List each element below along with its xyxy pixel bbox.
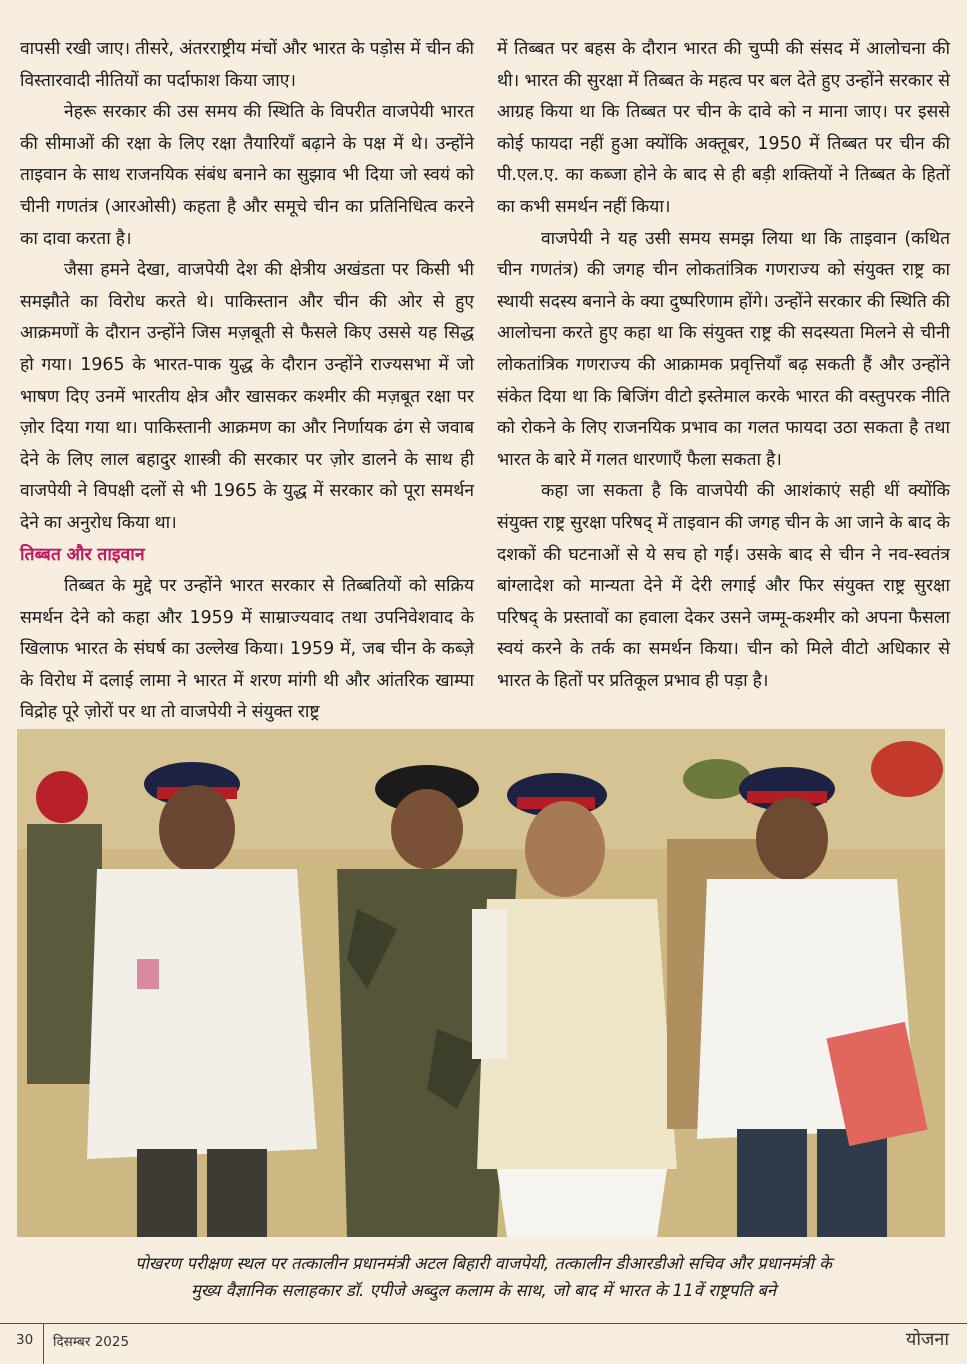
caption-line: मुख्य वैज्ञानिक सलाहकार डॉ. एपीजे अब्दुल कलाम के साथ, जो बाद में भारत के 11वें राष्ट्रपति बने <box>190 1281 777 1300</box>
left-column <box>20 34 474 729</box>
right-column <box>497 34 950 697</box>
issue-date: दिसम्बर 2025 <box>53 1334 130 1350</box>
caption-line: पोखरण परीक्षण स्थल पर तत्कालीन प्रधानमंत्री अटल बिहारी वाजपेयी, तत्कालीन डीआरडीओ सचिव और प्रधानमंत्री के <box>135 1254 832 1273</box>
body-paragraph: वापसी रखी जाए। तीसरे, अंतरराष्ट्रीय मंचों और भारत के पड़ोस में चीन की विस्तारवादी नीतियों का पर्दाफाश किया जाए। <box>20 39 474 91</box>
photo-caption <box>40 1250 927 1304</box>
body-paragraph: जैसा हमने देखा, वाजपेयी देश की क्षेत्रीय अखंडता पर किसी भी समझौते का विरोध करते थे। पाकिस्तान और चीन की ओर से हुए आक्रमणों के दौरान उन्होंने जिस मज़बूती से फैसले किए उससे यह सिद्ध हो गया। 1965 के भारत-पाक युद्ध के दौरान उन्होंने राज्यसभा में जो भाषण दिए उनमें भारतीय क्षेत्र और खासकर कश्मीर की मज़बूत रक्षा पर ज़ोर दिया गया था। पाकिस्तानी आक्रमण का और निर्णायक ढंग से जवाब देने के लिए लाल बहादुर शास्त्री की सरकार पर ज़ोर डालने के साथ ही वाजपेयी ने विपक्षी दलों से भी 1965 के युद्ध में सरकार को पूरा समर्थन देने का अनुरोध किया था। <box>20 260 474 533</box>
body-paragraph: में तिब्बत पर बहस के दौरान भारत की चुप्पी की संसद में आलोचना की थी। भारत की सुरक्षा में तिब्बत के महत्व पर बल देते हुए उन्होंने सरकार से आग्रह किया था कि तिब्बत पर चीन के दावे को न माना जाए। पर इससे कोई फायदा नहीं हुआ क्योंकि अक्तूबर, 1950 में तिब्बत पर चीन की पी.एल.ए. का कब्जा होने के बाद से ही बड़ी शक्तियों ने तिब्बत के हितों का कभी समर्थन नहीं किया। <box>497 39 950 217</box>
pokhran-photo <box>17 729 945 1237</box>
body-paragraph: कहा जा सकता है कि वाजपेयी की आशंकाएं सही थीं क्योंकि संयुक्त राष्ट्र सुरक्षा परिषद् में ताइवान की जगह चीन के आ जाने के बाद के दशकों की घटनाओं से ये सच हो गईं। उसके बाद से चीन ने नव-स्वतंत्र बांग्लादेश को मान्यता देने में देरी लगाई और फिर संयुक्त राष्ट्र सुरक्षा परिषद् के प्रस्तावों का हवाला देकर उसने जम्मू-कश्मीर को अपना फैसला स्वयं करने के तर्क का समर्थन किया। चीन को मिले वीटो अधिकार से भारत के हितों पर प्रतिकूल प्रभाव ही पड़ा है। <box>497 481 950 691</box>
footer-separator <box>43 1323 44 1364</box>
body-paragraph: तिब्बत के मुद्दे पर उन्होंने भारत सरकार से तिब्बतियों को सक्रिय समर्थन देने को कहा और 1959 में साम्राज्यवाद तथा उपनिवेशवाद के खिलाफ भारत के संघर्ष का उल्लेख किया। 1959 में, जब चीन के कब्ज़े के विरोध में दलाई लामा ने भारत में शरण मांगी थी और आंतरिक खाम्पा विद्रोह पूरे ज़ोरों पर था तो वाजपेयी ने संयुक्त राष्ट्र <box>20 576 474 723</box>
photo-illustration <box>17 729 945 1237</box>
section-heading: तिब्बत और ताइवान <box>20 544 145 565</box>
magazine-name: योजना <box>905 1329 949 1350</box>
body-paragraph: वाजपेयी ने यह उसी समय समझ लिया था कि ताइवान (कथित चीन गणतंत्र) की जगह चीन लोकतांत्रिक गणराज्य को संयुक्त राष्ट्र का स्थायी सदस्य बनाने के क्या दुष्परिणाम होंगे। उन्होंने सरकार की स्थिति की आलोचना करते हुए कहा था कि संयुक्त राष्ट्र की सदस्यता मिलने से चीनी लोकतांत्रिक गणराज्य की आक्रामक प्रवृत्तियाँ बढ़ सकती हैं और उन्होंने संकेत दिया था कि बिजिंग वीटो इस्तेमाल करके भारत की वस्तुपरक नीति को रोकने के लिए राजनयिक प्रभाव का गलत फायदा उठा सकता है तथा भारत के बारे में गलत धारणाएँ फैला सकता है। <box>497 228 950 470</box>
page-number: 30 <box>16 1332 34 1348</box>
body-paragraph: नेहरू सरकार की उस समय की स्थिति के विपरीत वाजपेयी भारत की सीमाओं की रक्षा के लिए रक्षा तैयारियाँ बढ़ाने के पक्ष में थे। उन्होंने ताइवान के साथ राजनयिक संबंध बनाने का सुझाव भी दिया जो स्वयं को चीनी गणतंत्र (आरओसी) कहता है और समूचे चीन का प्रतिनिधित्व करने का दावा करता है। <box>20 102 474 249</box>
footer-divider <box>0 1323 967 1324</box>
